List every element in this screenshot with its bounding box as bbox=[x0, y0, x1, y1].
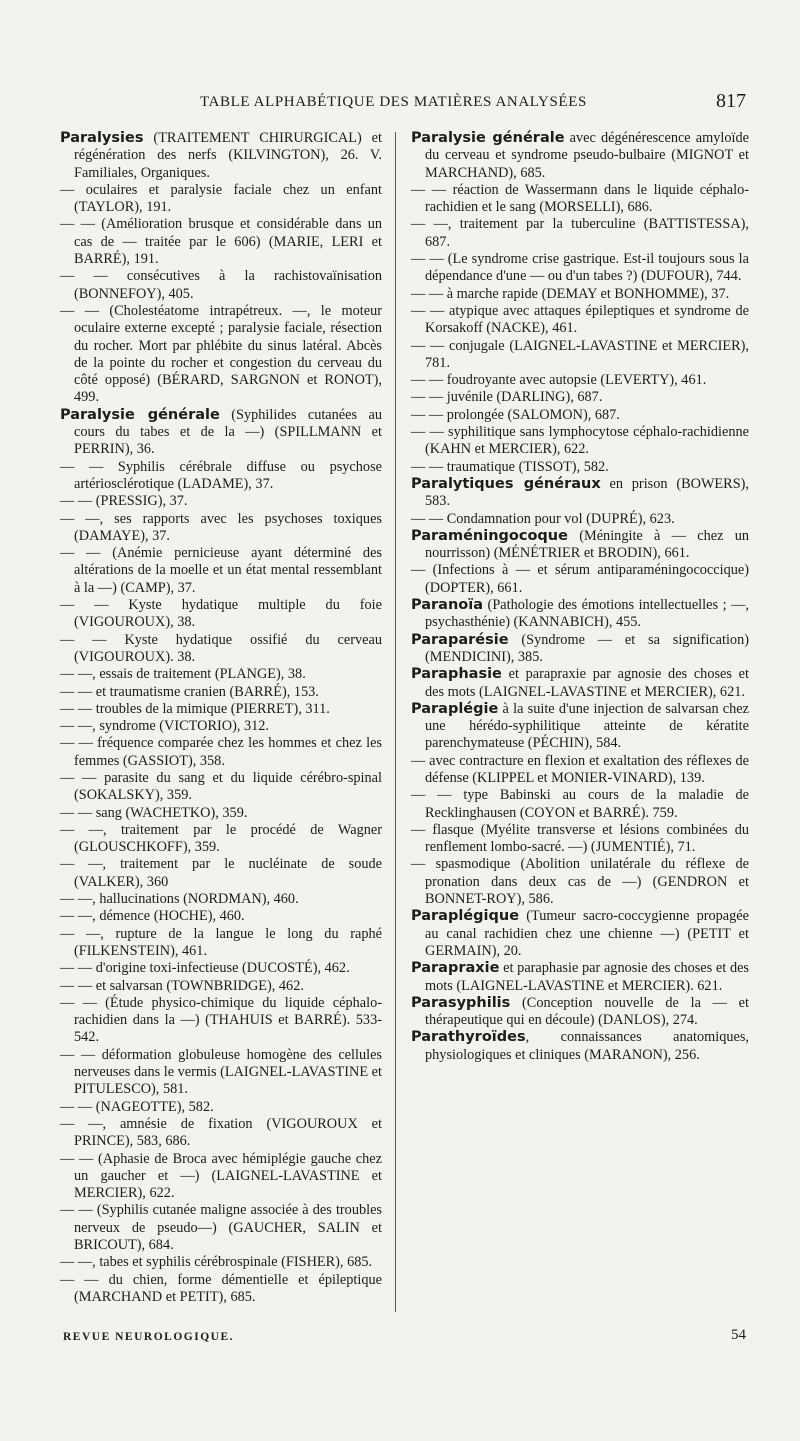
right-column bbox=[411, 130, 749, 1064]
entry-text: — — traumatique (TISSOT), 582. bbox=[411, 458, 609, 475]
entry-text: et paraphasie par agnosie des choses et des mots (LAIGNEL-LAVASTINE et MERCIER). 621. bbox=[425, 960, 749, 994]
entry-text: — — (Aphasie de Broca avec hémiplégie gauche chez un gaucher et —) (LAIGNEL-LAVASTINE et MERCIER), 622. bbox=[60, 1150, 382, 1202]
entry-headword: Paraplégique bbox=[411, 908, 520, 925]
index-entry bbox=[411, 389, 749, 406]
index-entry bbox=[60, 407, 382, 459]
entry-text: à la suite d'une injection de salvarsan chez une hérédo-syphilitique atteinte de kératite parenchymateuse (PÉCHIN), 584. bbox=[425, 700, 749, 752]
index-entry bbox=[60, 978, 382, 995]
entry-text: (Conception nouvelle de la — et thérapeutique qui en découle) (DANLOS), 274. bbox=[425, 994, 749, 1029]
index-entry bbox=[60, 632, 382, 667]
entry-headword: Parathyroïdes bbox=[411, 1029, 526, 1046]
entry-text: — — réaction de Wassermann dans le liquide céphalo-rachidien et le sang (MORSELLI), 686. bbox=[411, 181, 749, 216]
entry-text: — avec contracture en flexion et exaltation des réflexes de défense (KLIPPEL et MONIER-VINARD), 139. bbox=[411, 752, 749, 786]
index-entry bbox=[411, 216, 749, 251]
entry-headword: Paralysie générale bbox=[411, 130, 565, 146]
index-entry bbox=[411, 1029, 749, 1064]
entry-headword: Paraplégie bbox=[411, 700, 499, 717]
entry-text: (Syndrome — et sa signification) (MENDICINI), 385. bbox=[425, 631, 749, 665]
index-entry bbox=[60, 1272, 382, 1307]
index-entry bbox=[411, 407, 749, 424]
entry-text: — —, traitement par le nucléinate de soude (VALKER), 360 bbox=[60, 856, 382, 890]
index-entry bbox=[60, 891, 382, 908]
entry-text: — (Infections à — et sérum antiparaméningococcique) (DOPTER), 661. bbox=[411, 562, 749, 596]
entry-text: — — (PRESSIG), 37. bbox=[60, 493, 188, 510]
index-entry bbox=[411, 562, 749, 597]
entry-text: — — consécutives à la rachistovaïnisation (BONNEFOY), 405. bbox=[60, 268, 382, 302]
entry-text: (TRAITEMENT CHIRURGICAL) et régénération des nerfs (KILVINGTON), 26. V. Familiales, Organiques. bbox=[74, 130, 382, 181]
journal-name: REVUE NEUROLOGIQUE. bbox=[63, 1331, 234, 1343]
index-entry bbox=[411, 130, 749, 182]
entry-headword: Paralytiques généraux bbox=[411, 475, 601, 492]
index-entry bbox=[60, 1202, 382, 1254]
index-entry bbox=[60, 718, 382, 735]
entry-headword: Paraparésie bbox=[411, 631, 509, 648]
index-entry bbox=[60, 1047, 382, 1099]
entry-text: — —, tabes et syphilis cérébrospinale (FISHER), 685. bbox=[60, 1254, 373, 1271]
entry-text: — flasque (Myélite transverse et lésions combinées du renflement lombo-sacré. —) (JUMENTIÉ), 71. bbox=[411, 821, 749, 856]
index-entry bbox=[60, 216, 382, 268]
index-entry bbox=[411, 338, 749, 373]
entry-text: — — d'origine toxi-infectieuse (DUCOSTÉ), 462. bbox=[60, 960, 350, 977]
entry-text: — — juvénile (DARLING), 687. bbox=[411, 389, 603, 406]
index-entry bbox=[60, 545, 382, 597]
index-entry bbox=[411, 372, 749, 389]
entry-text: — — (Anémie pernicieuse ayant déterminé des altérations de la moelle et un état mental ressemblant à la —) (CAMP), 37. bbox=[60, 545, 382, 596]
index-entry bbox=[411, 459, 749, 476]
index-entry bbox=[411, 960, 749, 995]
entry-headword: Paralysies bbox=[60, 130, 144, 146]
index-entry bbox=[60, 701, 382, 718]
entry-text: — — (Le syndrome crise gastrique. Est-il toujours sous la dépendance d'une — ou d'un tabes ?) (DUFOUR), 744. bbox=[411, 251, 749, 285]
index-entry bbox=[60, 130, 382, 182]
entry-text: (Méningite à — chez un nourrisson) (MÉNÉTRIER et BRODIN), 661. bbox=[425, 527, 749, 562]
entry-text: (Syphilides cutanées au cours du tabes et de la —) (SPILLMANN et PERRIN), 36. bbox=[74, 406, 382, 458]
entry-text: — —, démence (HOCHE), 460. bbox=[60, 908, 245, 925]
index-entry bbox=[60, 926, 382, 961]
entry-text: — — Kyste hydatique ossifié du cerveau (VIGOUROUX). 38. bbox=[60, 631, 382, 665]
entry-text: — oculaires et paralysie faciale chez un enfant (TAYLOR), 191. bbox=[60, 181, 382, 216]
index-entry bbox=[60, 770, 382, 805]
entry-text: — — foudroyante avec autopsie (LEVERTY), 461. bbox=[411, 372, 707, 389]
running-title: TABLE ALPHABÉTIQUE DES MATIÈRES ANALYSÉES bbox=[200, 94, 587, 110]
index-entry bbox=[60, 805, 382, 822]
index-entry bbox=[60, 666, 382, 683]
page-header bbox=[60, 90, 750, 120]
index-entry bbox=[411, 511, 749, 528]
index-entry bbox=[411, 632, 749, 667]
index-entry bbox=[60, 182, 382, 217]
index-entry bbox=[60, 1099, 382, 1116]
entry-text: — —, essais de traitement (PLANGE), 38. bbox=[60, 666, 306, 683]
entry-text: — — déformation globuleuse homogène des cellules nerveuses dans le vermis (LAIGNEL-LAVASTINE et PITULESCO), 581. bbox=[60, 1046, 382, 1098]
index-entry bbox=[60, 684, 382, 701]
index-entry bbox=[60, 303, 382, 407]
entry-text: — — syphilitique sans lymphocytose céphalo-rachidienne (KAHN et MERCIER), 622. bbox=[411, 424, 749, 458]
index-entry bbox=[60, 960, 382, 977]
entry-headword: Paraphasie bbox=[411, 666, 502, 683]
entry-headword: Paraméningocoque bbox=[411, 527, 568, 544]
entry-text: (Pathologie des émotions intellectuelles ; —, psychasthénie) (KANNABICH), 455. bbox=[425, 597, 749, 631]
index-entry bbox=[411, 666, 749, 701]
index-entry bbox=[60, 268, 382, 303]
index-entry bbox=[411, 251, 749, 286]
entry-text: — — type Babinski au cours de la maladie de Recklinghausen (COYON et BARRÉ). 759. bbox=[411, 787, 749, 821]
entry-text: — — à marche rapide (DEMAY et BONHOMME), 37. bbox=[411, 285, 730, 302]
entry-text: — —, hallucinations (NORDMAN), 460. bbox=[60, 891, 299, 908]
index-entry bbox=[411, 822, 749, 857]
index-entry bbox=[411, 286, 749, 303]
entry-text: en prison (BOWERS), 583. bbox=[425, 475, 749, 510]
index-entry bbox=[411, 424, 749, 459]
index-entry bbox=[411, 182, 749, 217]
entry-text: — — (Étude physico-chimique du liquide céphalo-rachidien dans la —) (THAHUIS et BARRÉ). 533-542. bbox=[60, 994, 382, 1046]
index-entry bbox=[411, 597, 749, 632]
entry-text: — — (Amélioration brusque et considérable dans un cas de — traitée par le 606) (MARIE, LERI et BARRÉ), 191. bbox=[60, 216, 382, 268]
entry-text: — — atypique avec attaques épileptiques et syndrome de Korsakoff (NACKE), 461. bbox=[411, 302, 749, 337]
index-entry bbox=[411, 995, 749, 1030]
entry-text: — — Condamnation pour vol (DUPRÉ), 623. bbox=[411, 510, 675, 527]
index-entry bbox=[60, 908, 382, 925]
index-entry bbox=[411, 908, 749, 960]
entry-text: — spasmodique (Abolition unilatérale du réflexe de pronation dans deux cas de —) (GENDRON et BONNET-ROY), 586. bbox=[411, 856, 749, 908]
index-entry bbox=[60, 597, 382, 632]
entry-text: — — Syphilis cérébrale diffuse ou psychose artériosclérotique (LADAME), 37. bbox=[60, 458, 382, 492]
entry-text: — —, syndrome (VICTORIO), 312. bbox=[60, 718, 270, 735]
index-entry bbox=[60, 511, 382, 546]
entry-text: — — fréquence comparée chez les hommes et chez les femmes (GASSIOT), 358. bbox=[60, 735, 382, 769]
entry-text: , connaissances anatomiques, physiologiques et cliniques (MARANON), 256. bbox=[425, 1029, 749, 1063]
entry-text: — — Kyste hydatique multiple du foie (VIGOUROUX), 38. bbox=[60, 597, 382, 631]
index-entry bbox=[411, 528, 749, 563]
entry-text: — — (Cholestéatome intrapétreux. —, le moteur oculaire externe excepté ; paralysie faciale, résection du rocher. Mort par phlébite du sinus latéral. Abcès de la pointe du rocher et congestion du cerveau du côté opposé) (BÉRARD, SARGNON et RONOT), 499. bbox=[60, 302, 382, 406]
entry-text: — — et traumatisme cranien (BARRÉ), 153. bbox=[60, 683, 319, 700]
index-entry bbox=[60, 735, 382, 770]
entry-text: — — et salvarsan (TOWNBRIDGE), 462. bbox=[60, 977, 304, 994]
entry-headword: Parapraxie bbox=[411, 960, 500, 977]
column-divider bbox=[395, 132, 396, 1312]
entry-text: — —, amnésie de fixation (VIGOUROUX et PRINCE), 583, 686. bbox=[60, 1115, 382, 1150]
index-entry bbox=[60, 459, 382, 494]
entry-text: — — parasite du sang et du liquide cérébro-spinal (SOKALSKY), 359. bbox=[60, 769, 382, 804]
entry-text: — —, rupture de la langue le long du raphé (FILKENSTEIN), 461. bbox=[60, 925, 382, 959]
index-entry bbox=[60, 1116, 382, 1151]
index-entry bbox=[411, 303, 749, 338]
signature-number: 54 bbox=[731, 1327, 746, 1343]
page-footer bbox=[60, 1327, 750, 1351]
entry-text: — —, ses rapports avec les psychoses toxiques (DAMAYE), 37. bbox=[60, 510, 382, 544]
entry-text: — — (NAGEOTTE), 582. bbox=[60, 1098, 214, 1115]
index-entry bbox=[411, 753, 749, 788]
index-entry bbox=[60, 856, 382, 891]
index-entry bbox=[411, 787, 749, 822]
index-entry bbox=[411, 476, 749, 511]
entry-text: — — du chien, forme démentielle et épileptique (MARCHAND et PETIT), 685. bbox=[60, 1271, 382, 1305]
page-number: 817 bbox=[716, 90, 746, 112]
entry-headword: Paranoïa bbox=[411, 597, 483, 614]
index-entry bbox=[411, 856, 749, 908]
entry-headword: Paralysie générale bbox=[60, 406, 220, 423]
index-entry bbox=[60, 995, 382, 1047]
entry-text: — — conjugale (LAIGNEL-LAVASTINE et MERCIER), 781. bbox=[411, 337, 749, 371]
entry-text: (Tumeur sacro-coccygienne propagée au canal rachidien chez une chienne —) (PETIT et GERMAIN), 20. bbox=[425, 908, 749, 959]
entry-text: — —, traitement par le procédé de Wagner (GLOUSCHKOFF), 359. bbox=[60, 821, 382, 856]
index-entry bbox=[60, 1151, 382, 1203]
entry-text: — — sang (WACHETKO), 359. bbox=[60, 804, 248, 821]
entry-text: — — (Syphilis cutanée maligne associée à des troubles nerveux de pseudo—) (GAUCHER, SALIN et BRICOUT), 684. bbox=[60, 1202, 382, 1253]
index-entry bbox=[60, 1254, 382, 1271]
entry-text: — — prolongée (SALOMON), 687. bbox=[411, 406, 620, 423]
entry-text: — —, traitement par la tuberculine (BATTISTESSA), 687. bbox=[411, 216, 749, 250]
entry-text: avec dégénérescence amyloïde du cerveau et syndrome pseudo-bulbaire (MIGNOT et MARCHAND), 685. bbox=[425, 130, 749, 181]
index-entry bbox=[60, 822, 382, 857]
index-entry bbox=[411, 701, 749, 753]
entry-text: — — troubles de la mimique (PIERRET), 311. bbox=[60, 700, 330, 717]
index-entry bbox=[60, 493, 382, 510]
entry-headword: Parasyphilis bbox=[411, 994, 511, 1011]
entry-text: et parapraxie par agnosie des choses et des mots (LAIGNEL-LAVASTINE et MERCIER), 621. bbox=[425, 666, 749, 700]
left-column bbox=[60, 130, 382, 1306]
